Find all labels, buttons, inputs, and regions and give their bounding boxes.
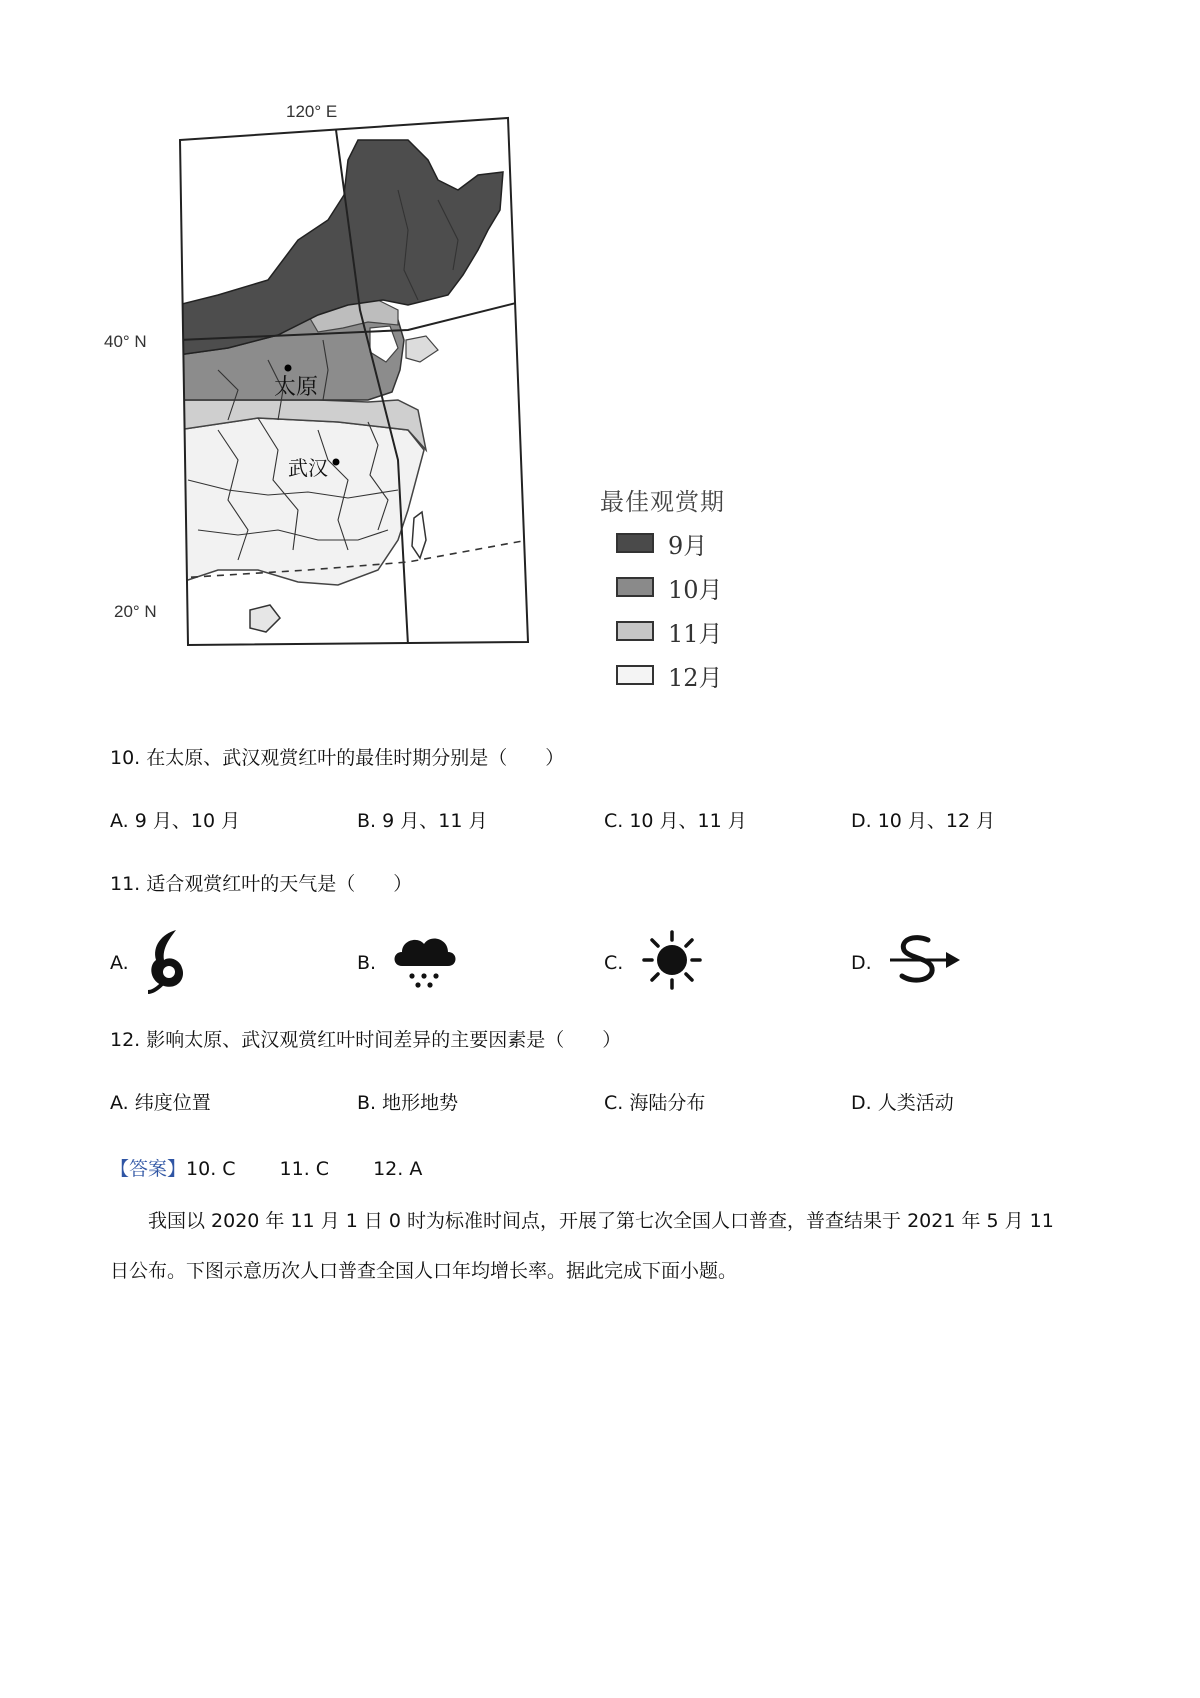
map-drawing (108, 100, 668, 710)
legend-title: 最佳观赏期 (600, 488, 725, 516)
legend-item-9 (616, 528, 707, 558)
q11-option-d (851, 950, 872, 976)
q12-option-c: C. 海陆分布 (604, 1092, 706, 1114)
q12-option-b: B. 地形地势 (357, 1092, 459, 1114)
answer-12: 12. A (373, 1158, 423, 1180)
sandstorm-icon (884, 932, 964, 992)
wuhan-marker (333, 459, 340, 466)
answer-11: 11. C (279, 1158, 330, 1180)
question-10-stem: 10. 在太原、武汉观赏红叶的最佳时期分别是（ ） (110, 747, 565, 769)
q10-option-a: A. 9 月、10 月 (110, 810, 241, 832)
legend-label: 12月 (668, 663, 723, 692)
city-label-taiyuan: 太原 (274, 375, 319, 400)
passage-line-2: 日公布。下图示意历次人口普查全国人口年均增长率。据此完成下面小题。 (110, 1260, 738, 1282)
legend-swatch (616, 621, 654, 641)
answer-tag: 【答案】 (110, 1158, 187, 1180)
answer-10: 10. C (186, 1158, 236, 1180)
longitude-label: 120° E (286, 102, 338, 121)
legend-label: 9月 (668, 531, 708, 560)
rain-cloud-icon (390, 930, 460, 996)
latitude-40-label: 40° N (104, 332, 147, 351)
red-leaf-viewing-map (104, 100, 668, 710)
answer-line (110, 1154, 422, 1181)
option-letter: A. (110, 952, 129, 974)
q10-option-d: D. 10 月、12 月 (851, 810, 996, 832)
option-letter: C. (604, 952, 624, 974)
sun-icon (640, 928, 704, 996)
passage-line-1: 我国以 2020 年 11 月 1 日 0 时为标准时间点，开展了第七次全国人口普查，普查结果于 2021 年 5 月 11 (148, 1210, 1054, 1232)
legend-swatch (616, 577, 654, 597)
legend-item-12 (616, 660, 723, 690)
legend-label: 10月 (668, 575, 723, 604)
city-label-wuhan: 武汉 (288, 456, 328, 480)
passage (110, 1196, 1100, 1296)
legend-item-10 (616, 572, 723, 602)
question-12-stem: 12. 影响太原、武汉观赏红叶时间差异的主要因素是（ ） (110, 1029, 622, 1051)
q11-option-c (604, 950, 623, 976)
q10-option-b: B. 9 月、11 月 (357, 810, 488, 832)
q11-option-b (357, 950, 376, 976)
q12-option-a: A. 纬度位置 (110, 1092, 211, 1114)
typhoon-icon (142, 926, 192, 1000)
option-letter: D. (851, 952, 872, 974)
q10-option-c: C. 10 月、11 月 (604, 810, 747, 832)
latitude-20-label: 20° N (114, 602, 157, 621)
map-legend (600, 482, 770, 692)
q11-option-a (110, 950, 129, 976)
q12-option-d: D. 人类活动 (851, 1092, 954, 1114)
option-letter: B. (357, 952, 377, 974)
legend-swatch (616, 665, 654, 685)
question-11-stem: 11. 适合观赏红叶的天气是（ ） (110, 873, 413, 895)
legend-item-11 (616, 616, 723, 646)
legend-swatch (616, 533, 654, 553)
legend-label: 11月 (668, 619, 723, 648)
